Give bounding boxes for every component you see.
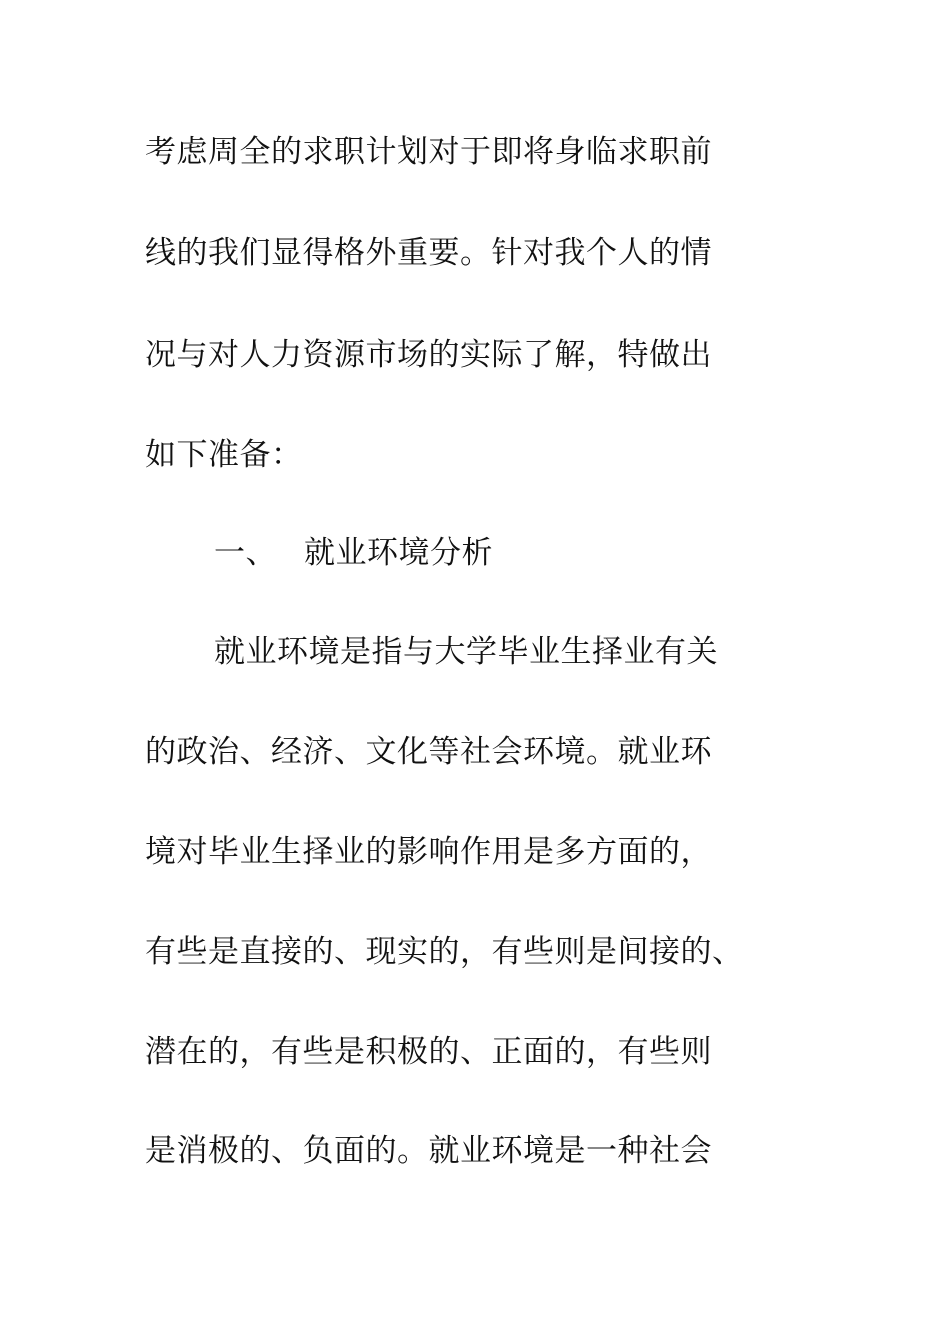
body-text-line: 有些是直接的、现实的，有些则是间接的、: [145, 934, 744, 970]
body-text-line: 线的我们显得格外重要。针对我个人的情: [145, 235, 712, 271]
section-heading-title: 就业环境分析: [304, 535, 493, 571]
section-heading: [214, 533, 493, 573]
body-text-line: 的政治、经济、文化等社会环境。就业环: [145, 734, 712, 770]
body-text-line: 如下准备：: [145, 437, 303, 473]
body-text-line: 况与对人力资源市场的实际了解，特做出: [145, 337, 712, 373]
body-text-line: 是消极的、负面的。就业环境是一种社会: [145, 1133, 712, 1169]
section-heading-number: 一、: [214, 535, 277, 571]
body-text-line: 就业环境是指与大学毕业生择业有关: [214, 634, 718, 670]
body-text-line: 考虑周全的求职计划对于即将身临求职前: [145, 134, 712, 170]
body-text-line: 境对毕业生择业的影响作用是多方面的，: [145, 834, 712, 870]
body-text-line: 潜在的，有些是积极的、正面的，有些则: [145, 1034, 712, 1070]
